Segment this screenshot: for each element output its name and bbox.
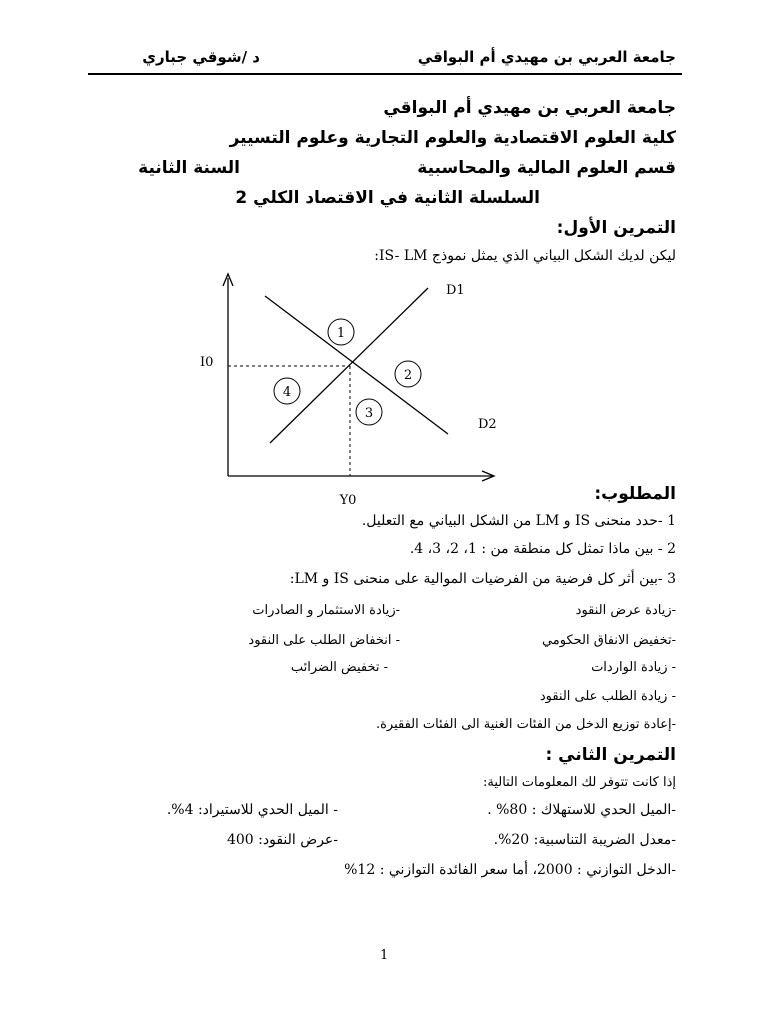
question-1: 1 -حدد منحنى IS و LM من الشكل البياني مع التعليل. [361, 513, 676, 529]
region-label-1: 1 [336, 326, 346, 341]
title-faculty: كلية العلوم الاقتصادية والعلوم التجارية وعلوم التسيير [229, 128, 676, 148]
hypothesis-left-3: - تخفيض الضرائب [290, 660, 388, 675]
title-series: السلسلة الثانية في الاقتصاد الكلي 2 [235, 188, 540, 208]
info-left-1: - الميل الحدي للاستيراد: 4%. [166, 802, 338, 818]
label-i0: I0 [200, 355, 214, 370]
question-3: 3 -بين أثر كل فرضية من الفرضيات الموالية على منحنى IS و LM: [289, 571, 676, 587]
exercise2-intro: إذا كانت تتوفر لك المعلومات التالية: [482, 775, 676, 790]
required-title: المطلوب: [594, 484, 676, 504]
region-label-2: 2 [403, 368, 413, 383]
hypothesis-right-1: -زيادة عرض النقود [575, 603, 676, 618]
region-label-4: 4 [282, 385, 292, 400]
page-number: 1 [380, 948, 389, 963]
info-right-2: -معدل الضريبة التناسبية: 20%. [493, 832, 676, 848]
info-left-2: -عرض النقود: 400 [226, 832, 338, 848]
question-2: 2 - بين ماذا تمثل كل منطقة من : 1، 2، 3، 4. [409, 541, 676, 557]
region-label-3: 3 [364, 406, 374, 421]
title-year: السنة الثانية [138, 158, 240, 178]
exercise1-intro: ليكن لديك الشكل البياني الذي يمثل نموذج IS- LM: [374, 248, 676, 264]
header-author: د /شوقي جباري [142, 48, 260, 66]
hypothesis-left-1: -زيادة الاستثمار و الصادرات [252, 603, 400, 618]
label-d1: D1 [446, 283, 465, 298]
hypothesis-right-4: - زيادة الطلب على النقود [539, 689, 676, 704]
info-right-3: -الدخل التوازني : 2000، أما سعر الفائدة التوازني : 12% [344, 862, 676, 878]
hypothesis-right-2: -تخفيض الانفاق الحكومي [541, 633, 676, 648]
header-university: جامعة العربي بن مهيدي أم البواقي [417, 48, 676, 66]
title-department: قسم العلوم المالية والمحاسبية [417, 158, 676, 178]
info-right-1: -الميل الحدي للاستهلاك : 80% . [487, 802, 676, 818]
exercise1-title: التمرين الأول: [556, 218, 676, 238]
label-d2: D2 [478, 417, 497, 432]
header-rule [88, 73, 682, 75]
label-y0: Y0 [339, 493, 357, 508]
hypothesis-right-3: - زيادة الواردات [591, 660, 676, 675]
exercise2-title: التمرين الثاني : [545, 745, 676, 765]
hypothesis-left-2: - انخفاض الطلب على النقود [248, 633, 400, 648]
is-lm-graph [180, 270, 510, 520]
title-university: جامعة العربي بن مهيدي أم البواقي [383, 98, 676, 118]
hypothesis-right-5: -إعادة توزيع الدخل من الفئات الغنية الى الفئات الفقيرة. [375, 717, 676, 732]
